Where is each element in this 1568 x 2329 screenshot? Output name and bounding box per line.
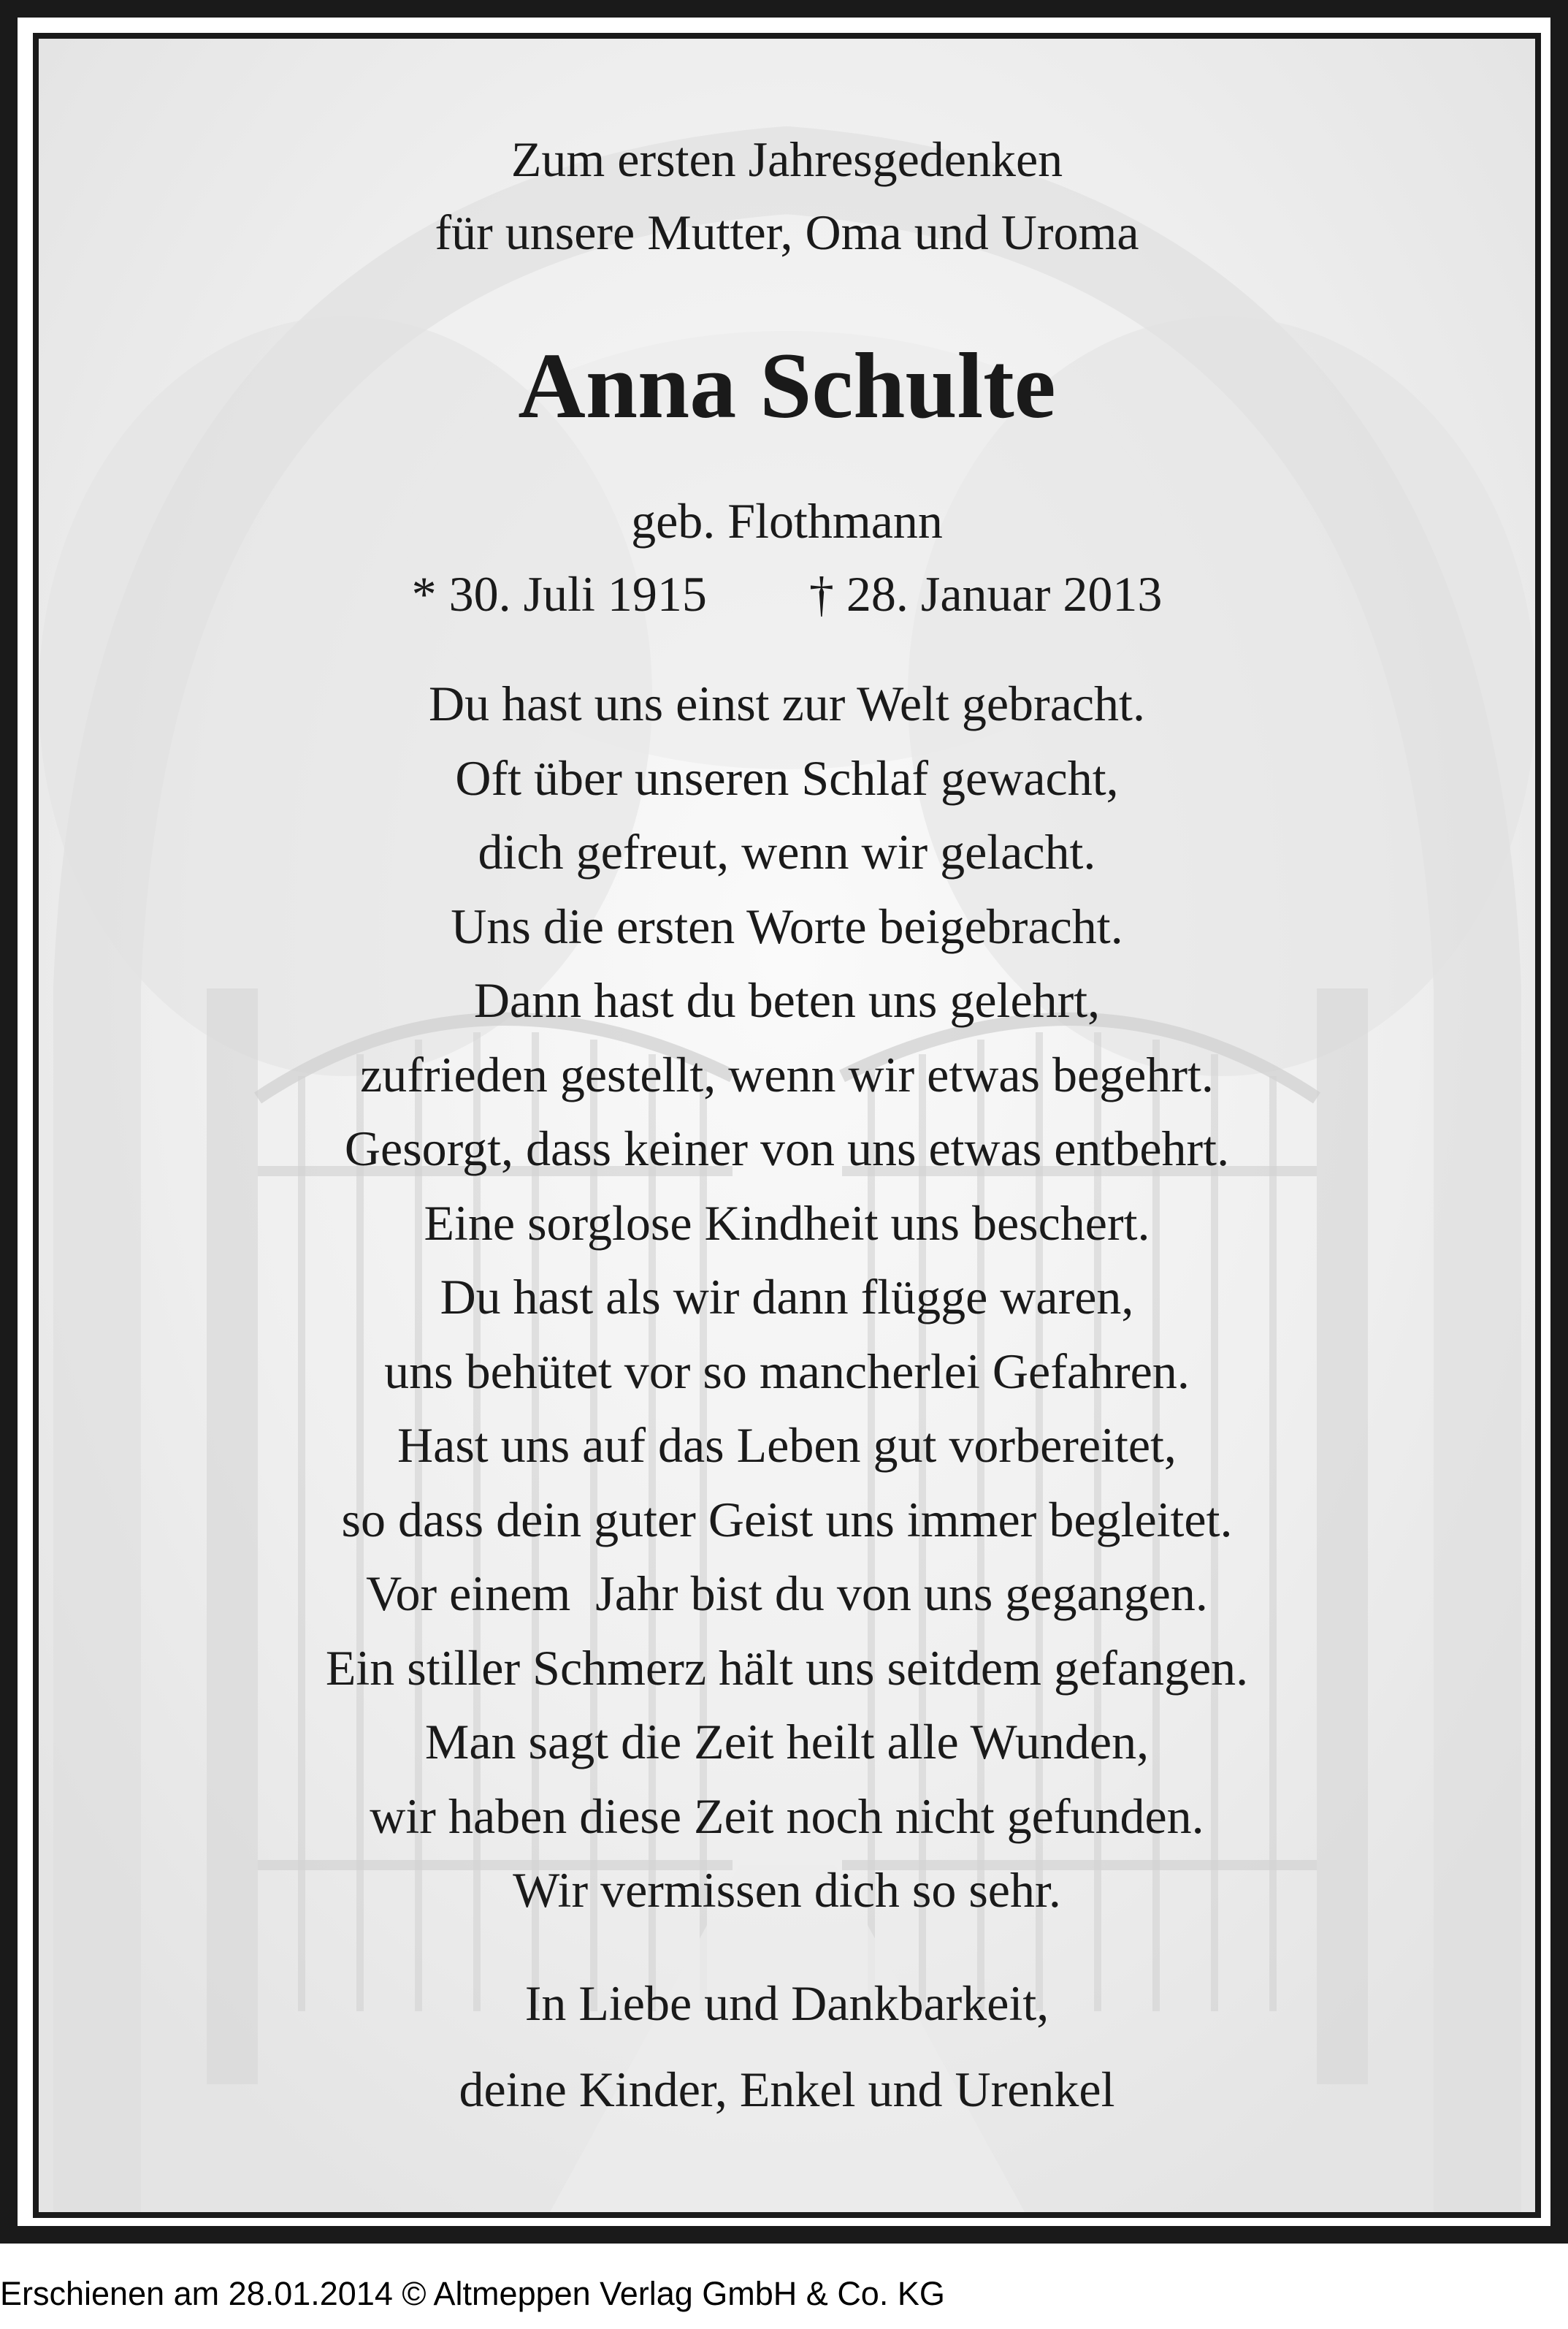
poem-line: Du hast als wir dann flügge waren,: [440, 1269, 1134, 1324]
closing-line: deine Kinder, Enkel und Urenkel: [459, 2062, 1115, 2117]
obituary-card: [33, 33, 1541, 2218]
poem-line: Gesorgt, dass keiner von uns etwas entbehrt.: [344, 1121, 1230, 1176]
poem-line: Eine sorglose Kindheit uns beschert.: [424, 1194, 1150, 1251]
deceased-name: Anna Schulte: [518, 334, 1056, 438]
poem-line: Wir vermissen dich so sehr.: [513, 1862, 1061, 1918]
poem-line: Oft über unseren Schlaf gewacht,: [455, 750, 1119, 806]
poem-line: Du hast uns einst zur Welt gebracht.: [429, 676, 1145, 731]
poem-line: uns behütet vor so mancherlei Gefahren.: [384, 1343, 1190, 1399]
poem-line: wir haben diese Zeit noch nicht gefunden.: [370, 1788, 1204, 1844]
life-dates: [39, 561, 1535, 627]
poem-line: Dann hast du beten uns gelehrt,: [473, 972, 1101, 1028]
closing-signature: [39, 1960, 1535, 2132]
poem-line: Vor einem Jahr bist du von uns gegangen.: [366, 1566, 1208, 1621]
poem-line: Hast uns auf das Leben gut vorbereitet,: [397, 1417, 1177, 1473]
poem-line: zufrieden gestellt, wenn wir etwas begehrt.: [360, 1046, 1214, 1102]
death-date: † 28. Januar 2013: [808, 566, 1163, 622]
poem-line: so dass dein guter Geist uns immer begleitet.: [341, 1491, 1233, 1547]
birth-name: geb. Flothmann: [631, 493, 943, 549]
poem-line: dich gefreut, wenn wir gelacht.: [478, 824, 1096, 880]
intro-heading: [39, 123, 1535, 269]
closing-line: In Liebe und Dankbarkeit,: [524, 1975, 1049, 2031]
poem-line: Ein stiller Schmerz hält uns seitdem gefangen.: [325, 1639, 1249, 1696]
publication-footer: Erschienen am 28.01.2014 © Altmeppen Verlag GmbH & Co. KG: [0, 2275, 945, 2312]
poem-line: Uns die ersten Worte beigebracht.: [451, 898, 1123, 954]
intro-line: für unsere Mutter, Oma und Uroma: [435, 205, 1139, 260]
birth-date: * 30. Juli 1915: [411, 566, 707, 622]
memorial-poem: [39, 667, 1535, 1928]
poem-line: Man sagt die Zeit heilt alle Wunden,: [424, 1714, 1150, 1769]
obituary-content: [39, 39, 1535, 2212]
intro-line: Zum ersten Jahresgedenken: [510, 131, 1063, 187]
